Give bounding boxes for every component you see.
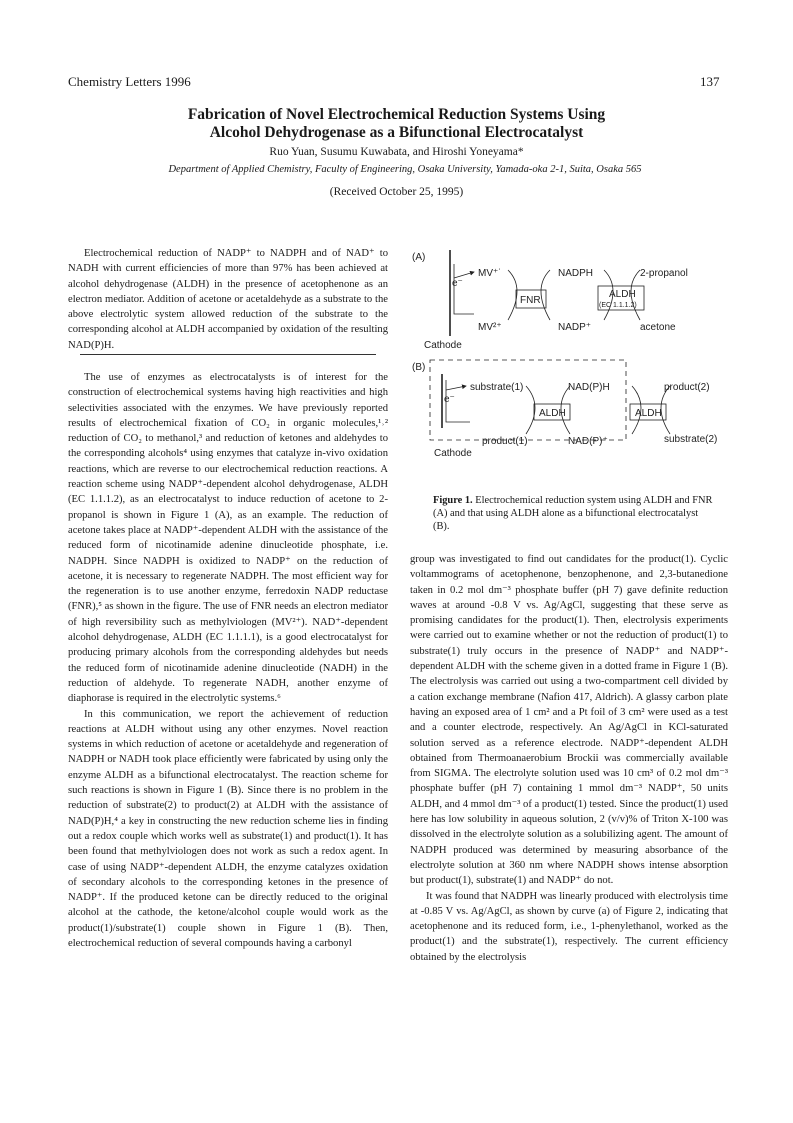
- body-paragraph: group was investigated to find out candidates for the product(1). Cyclic voltammograms of acetophenone, benzophenone, and 2,3-butanedione taken in 0.2 mol dm⁻³ phosphate buffer (pH 7) gave definite reduction waves at around -0.8 V vs. Ag/AgCl, suggesting that these serve as promising candidates for the product(1). Then, electrolysis experiments were carried out to examine whether or not the reduction of product(1) to substrate(1) truly occurs in the presence of NADP⁺ and NADP⁺-dependent ALDH with the scheme given in a dotted frame in Figure 1 (B). The electrolysis was carried out using a two-compartment cell divided by a cation exchange membrane (Nafion 417, Aldrich). A glassy carbon plate having an exposed area of 1 cm² and a Pt foil of 3 cm² were used as a test and a counter electrode, respectively. An Ag/AgCl in KCl-saturated solution served as a reference electrode. NADP⁺-dependent ALDH obtained from Thermoanaerobium Brockii was commercially available from SIGMA. The electrolyte solution used was 10 cm³ of 0.2 mol dm⁻³ phosphate buffer (pH 7) containing 1 mmol dm⁻³ NADP⁺, 50 units ALDH, and 4 mmol dm⁻³ of a product(1) tested. Since the product(1) used here has low solubility in aqueous solution, 2 (v/v)% of Triton X-100 was dissolved in the electrolyte solution as a solubilizing agent. The amount of NADPH produced was determined by measuring absorbance of the electrolyte solution at 360 nm where NADPH shows intense absorption but product(1), substrate(1) and NADP⁺ do not.: [410, 554, 728, 887]
- acetone-label: acetone: [640, 322, 676, 333]
- product-2-label: product(2): [664, 382, 710, 393]
- abstract: [68, 246, 388, 353]
- figure-1-diagram: [408, 244, 728, 484]
- paper-title: [120, 106, 673, 142]
- journal-header: Chemistry Letters 1996: [68, 74, 191, 89]
- product2-curve: [661, 386, 670, 434]
- fnr-label: FNR: [520, 295, 541, 306]
- nadp-curve-a: [541, 270, 550, 320]
- arrow-to-mvplus: [454, 272, 474, 278]
- cathode-label-a: Cathode: [424, 340, 462, 351]
- dotted-frame: [430, 360, 626, 440]
- substrate-1-label: substrate(1): [470, 382, 524, 393]
- aldh-label-a: ALDH: [609, 289, 636, 300]
- aldh-label-b2: ALDH: [635, 408, 662, 419]
- title-line-1: Fabrication of Novel Electrochemical Reduction Systems Using: [187, 106, 606, 123]
- caption-text: Electrochemical reduction system using ALDH and FNR (A) and that using ALDH alone as a bifunctional electrocatalyst (B).: [433, 495, 713, 532]
- arrow-to-substrate: [446, 386, 466, 390]
- right-column: [410, 552, 728, 965]
- ec-number: (EC 1.1.1.2): [599, 302, 637, 309]
- panel-a-label: (A): [412, 252, 426, 263]
- aldh-label-b1: ALDH: [539, 408, 566, 419]
- abstract-text: Electrochemical reduction of NADP⁺ to NADPH and of NAD⁺ to NADH with current efficiencies of more than 97% has been achieved at alcohol dehydrogenase (ALDH) in the presence of acetophenone as an electron mediator. Addition of acetone or acetaldehyde as a substrate to the above electrolytic system allowed reduction of the substrate to the corresponding alcohol at ALDH accompanied by oxidation of the resulting NAD(P)H.: [68, 248, 388, 351]
- caption-label: Figure 1.: [433, 495, 473, 506]
- mv-plus-label: MV⁺˙: [478, 268, 502, 279]
- abstract-divider: [80, 354, 376, 355]
- cathode-label-b: Cathode: [434, 448, 472, 459]
- figure-1-caption: [433, 494, 713, 533]
- nadp-plus-label: NADP⁺: [558, 322, 592, 333]
- title-line-2: Alcohol Dehydrogenase as a Bifunctional Electrocatalyst: [209, 124, 584, 141]
- authors: Ruo Yuan, Susumu Kuwabata, and Hiroshi Yoneyama*: [269, 146, 524, 158]
- left-column: [68, 370, 388, 951]
- page-number: 137: [700, 74, 720, 89]
- body-paragraph: It was found that NADPH was linearly produced with electrolysis time at -0.85 V vs. Ag/AgCl, as shown by curve (a) of Figure 2, indicating that acetophenone and its reduced form, i.e., 1-phenylethanol, worked as the product(1) and the substrate(1), respectively. The current efficiency obtained by the electrolysis: [410, 890, 728, 963]
- product-1-label: product(1): [482, 436, 528, 447]
- body-paragraph: In this communication, we report the achievement of reduction reactions at ALDH without using any other enzymes. Novel reaction systems in which reduction of acetone or acetaldehyde and regeneration of NADPH or NADH took place efficiently were fabricated by using only the enzyme ALDH as a bifunctional electrocatalyst. The reaction scheme for such reactions is shown in Figure 1 (B). Since there is no problem in the reduction of substrate(2) to product(2) at ALDH with the assistance of NAD(P)H,⁴ a key in constructing the new reduction scheme lies in finding out a redox couple which works well as substrate(1) and product(1). It has been found that methylviologen does not work as such a redox agent. In case of using NADP⁺-dependent ALDH, the enzyme catalyzes oxidation of secondary alcohols to the corresponding ketones in the presence of NADP⁺. If the produced ketone can be directly reduced to the original alcohol at the cathode, the ketone/alcohol couple would work as the product(1)/substrate(1) couple shown in Figure 1 (B). Then, electrochemical reduction of several compounds having a carbonyl: [68, 708, 388, 949]
- electron-path: [454, 264, 474, 314]
- electron-label: e⁻: [452, 278, 463, 289]
- substrate-2-label: substrate(2): [664, 434, 718, 445]
- received-date: (Received October 25, 1995): [329, 186, 464, 198]
- nadph-label: NADPH: [558, 268, 594, 279]
- mv-2plus-label: MV²⁺: [478, 322, 502, 333]
- electron-label-b: e⁻: [444, 394, 455, 405]
- body-paragraph: The use of enzymes as electrocatalysts is of interest for the construction of electrochemical systems having high reactivities and high selectivities associated with the enzymes. We have previously reported results of electrochemical fixation of CO₂ in organic molecules,¹˒² reduction of CO₂ to methanol,³ and reduction of ketones and aldehydes to the corresponding alcohols⁴ using enzymes that catalyze in-vivo oxidation reactions, which are reverse to our electrochemical reduction reactions. A reaction scheme using NADP⁺-dependent alcohol dehydrogenase, ALDH (EC 1.1.1.2), as an electrocatalyst to induce reduction of acetone to 2-propanol is shown in Figure 1 (A), as an example. The reduction of acetone takes place at NADP⁺-dependent ALDH with the assistance of the reduced form of nicotinamide adenine dinucleotide phosphate, i.e. NADPH. Since NADPH is oxidized to NADP⁺ on the reduction of acetone, it is necessary to regenerate NADPH. The most efficient way for the regeneration is to use another enzyme, ferredoxin NADP reductase (FNR),⁵ as shown in the figure. The use of FNR needs an electron mediator of high reversibility such as methylviologen (MV²⁺). NAD⁺-dependent alcohol dehydrogenase, ALDH (EC 1.1.1.1), is a good electrocatalyst for producing primary alcohols from the corresponding aldehydes but needs the reduced form of nicotinamide adenine dinucleotide (NADH) in the reduction of aldehyde. To regenerate NADH, another enzyme of diaphorase is required in the electrolytic systems.⁶: [68, 372, 388, 705]
- propanol-label: 2-propanol: [640, 268, 688, 279]
- affiliation: Department of Applied Chemistry, Faculty of Engineering, Osaka University, Yamada-oka 2-1, Suita, Osaka 565: [168, 164, 642, 175]
- panel-b-label: (B): [412, 362, 426, 373]
- nadp-b-label: NAD(P)⁺: [568, 436, 608, 447]
- nadph-b-label: NAD(P)H: [568, 382, 610, 393]
